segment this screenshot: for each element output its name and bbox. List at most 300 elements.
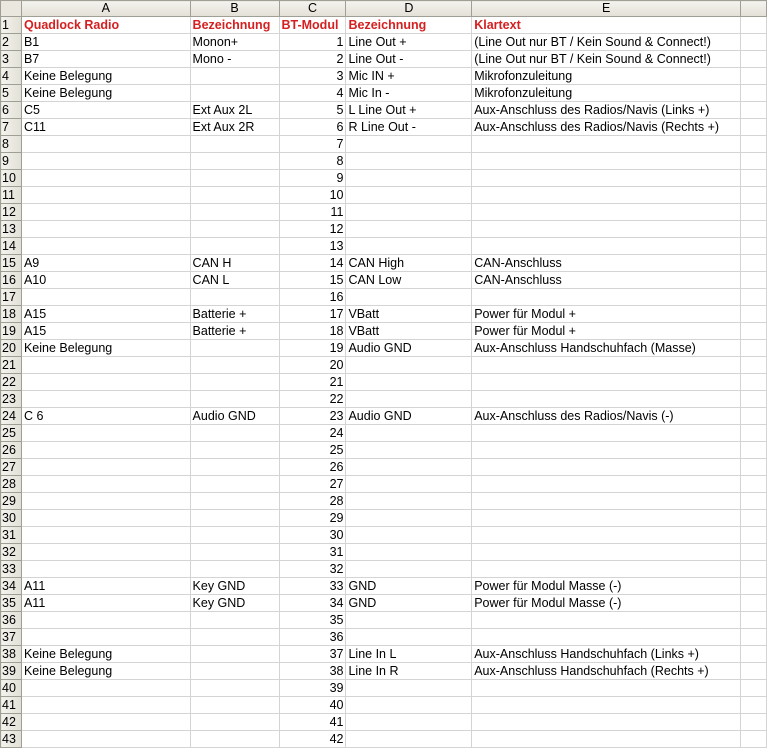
- column-header-d[interactable]: D: [346, 1, 472, 17]
- column-header-c[interactable]: C: [279, 1, 346, 17]
- cell-c25[interactable]: 24: [279, 425, 346, 442]
- select-all-corner[interactable]: [1, 1, 22, 17]
- cell-d40[interactable]: [346, 680, 472, 697]
- cell-e1[interactable]: Klartext: [472, 17, 741, 34]
- row-header-22[interactable]: 22: [1, 374, 22, 391]
- cell-a32[interactable]: [21, 544, 190, 561]
- row-header-10[interactable]: 10: [1, 170, 22, 187]
- cell-e24[interactable]: Aux-Anschluss des Radios/Navis (-): [472, 408, 741, 425]
- cell-e21[interactable]: [472, 357, 741, 374]
- cell-b33[interactable]: [190, 561, 279, 578]
- cell-c13[interactable]: 12: [279, 221, 346, 238]
- cell-c8[interactable]: 7: [279, 136, 346, 153]
- cell-d36[interactable]: [346, 612, 472, 629]
- cell-c33[interactable]: 32: [279, 561, 346, 578]
- cell-e36[interactable]: [472, 612, 741, 629]
- cell-c38[interactable]: 37: [279, 646, 346, 663]
- cell-a35[interactable]: A11: [21, 595, 190, 612]
- cell-c3[interactable]: 2: [279, 51, 346, 68]
- cell-d32[interactable]: [346, 544, 472, 561]
- row-header-3[interactable]: 3: [1, 51, 22, 68]
- cell-f36[interactable]: [741, 612, 767, 629]
- cell-a6[interactable]: C5: [21, 102, 190, 119]
- cell-c18[interactable]: 17: [279, 306, 346, 323]
- cell-e26[interactable]: [472, 442, 741, 459]
- row-header-21[interactable]: 21: [1, 357, 22, 374]
- cell-a23[interactable]: [21, 391, 190, 408]
- cell-c24[interactable]: 23: [279, 408, 346, 425]
- cell-f5[interactable]: [741, 85, 767, 102]
- cell-f2[interactable]: [741, 34, 767, 51]
- cell-c23[interactable]: 22: [279, 391, 346, 408]
- cell-d28[interactable]: [346, 476, 472, 493]
- row-header-29[interactable]: 29: [1, 493, 22, 510]
- cell-a28[interactable]: [21, 476, 190, 493]
- cell-f13[interactable]: [741, 221, 767, 238]
- cell-d35[interactable]: GND: [346, 595, 472, 612]
- cell-f23[interactable]: [741, 391, 767, 408]
- cell-b31[interactable]: [190, 527, 279, 544]
- cell-d33[interactable]: [346, 561, 472, 578]
- cell-e9[interactable]: [472, 153, 741, 170]
- row-header-39[interactable]: 39: [1, 663, 22, 680]
- cell-a39[interactable]: Keine Belegung: [21, 663, 190, 680]
- cell-b7[interactable]: Ext Aux 2R: [190, 119, 279, 136]
- cell-f41[interactable]: [741, 697, 767, 714]
- cell-d6[interactable]: L Line Out +: [346, 102, 472, 119]
- cell-b28[interactable]: [190, 476, 279, 493]
- row-header-28[interactable]: 28: [1, 476, 22, 493]
- cell-d41[interactable]: [346, 697, 472, 714]
- cell-c27[interactable]: 26: [279, 459, 346, 476]
- cell-c39[interactable]: 38: [279, 663, 346, 680]
- cell-b32[interactable]: [190, 544, 279, 561]
- cell-a2[interactable]: B1: [21, 34, 190, 51]
- row-header-16[interactable]: 16: [1, 272, 22, 289]
- cell-d13[interactable]: [346, 221, 472, 238]
- cell-c10[interactable]: 9: [279, 170, 346, 187]
- cell-b15[interactable]: CAN H: [190, 255, 279, 272]
- cell-b19[interactable]: Batterie +: [190, 323, 279, 340]
- cell-c2[interactable]: 1: [279, 34, 346, 51]
- cell-e29[interactable]: [472, 493, 741, 510]
- cell-a21[interactable]: [21, 357, 190, 374]
- cell-f39[interactable]: [741, 663, 767, 680]
- row-header-42[interactable]: 42: [1, 714, 22, 731]
- cell-e19[interactable]: Power für Modul +: [472, 323, 741, 340]
- cell-a22[interactable]: [21, 374, 190, 391]
- cell-a15[interactable]: A9: [21, 255, 190, 272]
- cell-c32[interactable]: 31: [279, 544, 346, 561]
- cell-a12[interactable]: [21, 204, 190, 221]
- cell-b39[interactable]: [190, 663, 279, 680]
- cell-f30[interactable]: [741, 510, 767, 527]
- cell-e40[interactable]: [472, 680, 741, 697]
- cell-f7[interactable]: [741, 119, 767, 136]
- cell-a9[interactable]: [21, 153, 190, 170]
- cell-f37[interactable]: [741, 629, 767, 646]
- cell-c1[interactable]: BT-Modul: [279, 17, 346, 34]
- cell-b2[interactable]: Monon+: [190, 34, 279, 51]
- cell-b14[interactable]: [190, 238, 279, 255]
- cell-a1[interactable]: Quadlock Radio: [21, 17, 190, 34]
- cell-c12[interactable]: 11: [279, 204, 346, 221]
- row-header-20[interactable]: 20: [1, 340, 22, 357]
- cell-b1[interactable]: Bezeichnung: [190, 17, 279, 34]
- cell-a8[interactable]: [21, 136, 190, 153]
- cell-e3[interactable]: (Line Out nur BT / Kein Sound & Connect!): [472, 51, 741, 68]
- cell-c16[interactable]: 15: [279, 272, 346, 289]
- cell-a17[interactable]: [21, 289, 190, 306]
- cell-e33[interactable]: [472, 561, 741, 578]
- cell-f20[interactable]: [741, 340, 767, 357]
- cell-c28[interactable]: 27: [279, 476, 346, 493]
- cell-f12[interactable]: [741, 204, 767, 221]
- cell-d12[interactable]: [346, 204, 472, 221]
- row-header-7[interactable]: 7: [1, 119, 22, 136]
- row-header-30[interactable]: 30: [1, 510, 22, 527]
- row-header-9[interactable]: 9: [1, 153, 22, 170]
- row-header-15[interactable]: 15: [1, 255, 22, 272]
- cell-f10[interactable]: [741, 170, 767, 187]
- cell-e20[interactable]: Aux-Anschluss Handschuhfach (Masse): [472, 340, 741, 357]
- row-header-37[interactable]: 37: [1, 629, 22, 646]
- cell-b23[interactable]: [190, 391, 279, 408]
- cell-d27[interactable]: [346, 459, 472, 476]
- cell-b42[interactable]: [190, 714, 279, 731]
- column-header-f[interactable]: [741, 1, 767, 17]
- cell-c42[interactable]: 41: [279, 714, 346, 731]
- cell-b21[interactable]: [190, 357, 279, 374]
- row-header-41[interactable]: 41: [1, 697, 22, 714]
- cell-b37[interactable]: [190, 629, 279, 646]
- cell-e41[interactable]: [472, 697, 741, 714]
- cell-c21[interactable]: 20: [279, 357, 346, 374]
- cell-b20[interactable]: [190, 340, 279, 357]
- row-header-38[interactable]: 38: [1, 646, 22, 663]
- row-header-8[interactable]: 8: [1, 136, 22, 153]
- cell-d30[interactable]: [346, 510, 472, 527]
- cell-a27[interactable]: [21, 459, 190, 476]
- cell-a30[interactable]: [21, 510, 190, 527]
- cell-e22[interactable]: [472, 374, 741, 391]
- cell-d25[interactable]: [346, 425, 472, 442]
- cell-e8[interactable]: [472, 136, 741, 153]
- cell-e34[interactable]: Power für Modul Masse (-): [472, 578, 741, 595]
- cell-e6[interactable]: Aux-Anschluss des Radios/Navis (Links +): [472, 102, 741, 119]
- row-header-33[interactable]: 33: [1, 561, 22, 578]
- column-header-b[interactable]: B: [190, 1, 279, 17]
- cell-e13[interactable]: [472, 221, 741, 238]
- cell-a36[interactable]: [21, 612, 190, 629]
- cell-c41[interactable]: 40: [279, 697, 346, 714]
- cell-d26[interactable]: [346, 442, 472, 459]
- cell-a31[interactable]: [21, 527, 190, 544]
- cell-e35[interactable]: Power für Modul Masse (-): [472, 595, 741, 612]
- cell-b38[interactable]: [190, 646, 279, 663]
- cell-c5[interactable]: 4: [279, 85, 346, 102]
- row-header-23[interactable]: 23: [1, 391, 22, 408]
- cell-d15[interactable]: CAN High: [346, 255, 472, 272]
- cell-d3[interactable]: Line Out -: [346, 51, 472, 68]
- cell-b43[interactable]: [190, 731, 279, 748]
- cell-c37[interactable]: 36: [279, 629, 346, 646]
- cell-b3[interactable]: Mono -: [190, 51, 279, 68]
- cell-e11[interactable]: [472, 187, 741, 204]
- cell-a5[interactable]: Keine Belegung: [21, 85, 190, 102]
- cell-e10[interactable]: [472, 170, 741, 187]
- cell-d37[interactable]: [346, 629, 472, 646]
- cell-c26[interactable]: 25: [279, 442, 346, 459]
- cell-d39[interactable]: Line In R: [346, 663, 472, 680]
- cell-b22[interactable]: [190, 374, 279, 391]
- cell-d10[interactable]: [346, 170, 472, 187]
- row-header-34[interactable]: 34: [1, 578, 22, 595]
- cell-b8[interactable]: [190, 136, 279, 153]
- cell-d22[interactable]: [346, 374, 472, 391]
- cell-f16[interactable]: [741, 272, 767, 289]
- cell-b12[interactable]: [190, 204, 279, 221]
- cell-f15[interactable]: [741, 255, 767, 272]
- cell-a33[interactable]: [21, 561, 190, 578]
- cell-a14[interactable]: [21, 238, 190, 255]
- cell-c7[interactable]: 6: [279, 119, 346, 136]
- cell-d20[interactable]: Audio GND: [346, 340, 472, 357]
- cell-f43[interactable]: [741, 731, 767, 748]
- cell-a13[interactable]: [21, 221, 190, 238]
- cell-d19[interactable]: VBatt: [346, 323, 472, 340]
- cell-d14[interactable]: [346, 238, 472, 255]
- cell-d9[interactable]: [346, 153, 472, 170]
- cell-d38[interactable]: Line In L: [346, 646, 472, 663]
- cell-e16[interactable]: CAN-Anschluss: [472, 272, 741, 289]
- cell-e14[interactable]: [472, 238, 741, 255]
- cell-f11[interactable]: [741, 187, 767, 204]
- cell-a26[interactable]: [21, 442, 190, 459]
- cell-f42[interactable]: [741, 714, 767, 731]
- cell-e38[interactable]: Aux-Anschluss Handschuhfach (Links +): [472, 646, 741, 663]
- row-header-12[interactable]: 12: [1, 204, 22, 221]
- cell-c36[interactable]: 35: [279, 612, 346, 629]
- row-header-4[interactable]: 4: [1, 68, 22, 85]
- cell-a41[interactable]: [21, 697, 190, 714]
- cell-e37[interactable]: [472, 629, 741, 646]
- cell-a20[interactable]: Keine Belegung: [21, 340, 190, 357]
- cell-b41[interactable]: [190, 697, 279, 714]
- cell-d21[interactable]: [346, 357, 472, 374]
- cell-b30[interactable]: [190, 510, 279, 527]
- cell-b10[interactable]: [190, 170, 279, 187]
- cell-e28[interactable]: [472, 476, 741, 493]
- cell-c15[interactable]: 14: [279, 255, 346, 272]
- cell-f33[interactable]: [741, 561, 767, 578]
- cell-f34[interactable]: [741, 578, 767, 595]
- cell-f3[interactable]: [741, 51, 767, 68]
- cell-b24[interactable]: Audio GND: [190, 408, 279, 425]
- cell-d2[interactable]: Line Out +: [346, 34, 472, 51]
- cell-a19[interactable]: A15: [21, 323, 190, 340]
- cell-c43[interactable]: 42: [279, 731, 346, 748]
- row-header-13[interactable]: 13: [1, 221, 22, 238]
- cell-d16[interactable]: CAN Low: [346, 272, 472, 289]
- cell-a29[interactable]: [21, 493, 190, 510]
- cell-c22[interactable]: 21: [279, 374, 346, 391]
- cell-e31[interactable]: [472, 527, 741, 544]
- cell-b26[interactable]: [190, 442, 279, 459]
- cell-c6[interactable]: 5: [279, 102, 346, 119]
- cell-f29[interactable]: [741, 493, 767, 510]
- cell-e43[interactable]: [472, 731, 741, 748]
- cell-b13[interactable]: [190, 221, 279, 238]
- column-header-e[interactable]: E: [472, 1, 741, 17]
- row-header-24[interactable]: 24: [1, 408, 22, 425]
- cell-e23[interactable]: [472, 391, 741, 408]
- row-header-14[interactable]: 14: [1, 238, 22, 255]
- cell-a24[interactable]: C 6: [21, 408, 190, 425]
- cell-f27[interactable]: [741, 459, 767, 476]
- row-header-40[interactable]: 40: [1, 680, 22, 697]
- cell-c17[interactable]: 16: [279, 289, 346, 306]
- cell-a25[interactable]: [21, 425, 190, 442]
- cell-d11[interactable]: [346, 187, 472, 204]
- row-header-17[interactable]: 17: [1, 289, 22, 306]
- cell-b17[interactable]: [190, 289, 279, 306]
- cell-b5[interactable]: [190, 85, 279, 102]
- cell-d5[interactable]: Mic In -: [346, 85, 472, 102]
- cell-f8[interactable]: [741, 136, 767, 153]
- cell-c34[interactable]: 33: [279, 578, 346, 595]
- row-header-35[interactable]: 35: [1, 595, 22, 612]
- cell-f6[interactable]: [741, 102, 767, 119]
- row-header-11[interactable]: 11: [1, 187, 22, 204]
- cell-f9[interactable]: [741, 153, 767, 170]
- cell-e5[interactable]: Mikrofonzuleitung: [472, 85, 741, 102]
- cell-f22[interactable]: [741, 374, 767, 391]
- cell-d18[interactable]: VBatt: [346, 306, 472, 323]
- cell-c35[interactable]: 34: [279, 595, 346, 612]
- cell-f31[interactable]: [741, 527, 767, 544]
- row-header-1[interactable]: 1: [1, 17, 22, 34]
- cell-a16[interactable]: A10: [21, 272, 190, 289]
- cell-e25[interactable]: [472, 425, 741, 442]
- cell-c19[interactable]: 18: [279, 323, 346, 340]
- cell-a40[interactable]: [21, 680, 190, 697]
- cell-f18[interactable]: [741, 306, 767, 323]
- cell-a10[interactable]: [21, 170, 190, 187]
- cell-a34[interactable]: A11: [21, 578, 190, 595]
- cell-a7[interactable]: C11: [21, 119, 190, 136]
- column-header-a[interactable]: A: [21, 1, 190, 17]
- cell-c9[interactable]: 8: [279, 153, 346, 170]
- row-header-18[interactable]: 18: [1, 306, 22, 323]
- cell-c31[interactable]: 30: [279, 527, 346, 544]
- row-header-31[interactable]: 31: [1, 527, 22, 544]
- cell-e2[interactable]: (Line Out nur BT / Kein Sound & Connect!): [472, 34, 741, 51]
- cell-f35[interactable]: [741, 595, 767, 612]
- cell-f38[interactable]: [741, 646, 767, 663]
- cell-e39[interactable]: Aux-Anschluss Handschuhfach (Rechts +): [472, 663, 741, 680]
- cell-a11[interactable]: [21, 187, 190, 204]
- cell-e12[interactable]: [472, 204, 741, 221]
- row-header-19[interactable]: 19: [1, 323, 22, 340]
- cell-e42[interactable]: [472, 714, 741, 731]
- cell-d8[interactable]: [346, 136, 472, 153]
- cell-f28[interactable]: [741, 476, 767, 493]
- cell-f24[interactable]: [741, 408, 767, 425]
- cell-d17[interactable]: [346, 289, 472, 306]
- cell-c20[interactable]: 19: [279, 340, 346, 357]
- cell-b6[interactable]: Ext Aux 2L: [190, 102, 279, 119]
- cell-f21[interactable]: [741, 357, 767, 374]
- cell-b34[interactable]: Key GND: [190, 578, 279, 595]
- cell-b16[interactable]: CAN L: [190, 272, 279, 289]
- cell-d1[interactable]: Bezeichnung: [346, 17, 472, 34]
- cell-c4[interactable]: 3: [279, 68, 346, 85]
- cell-d29[interactable]: [346, 493, 472, 510]
- cell-a42[interactable]: [21, 714, 190, 731]
- cell-b25[interactable]: [190, 425, 279, 442]
- cell-f32[interactable]: [741, 544, 767, 561]
- cell-f40[interactable]: [741, 680, 767, 697]
- row-header-5[interactable]: 5: [1, 85, 22, 102]
- row-header-6[interactable]: 6: [1, 102, 22, 119]
- row-header-32[interactable]: 32: [1, 544, 22, 561]
- cell-f19[interactable]: [741, 323, 767, 340]
- cell-c14[interactable]: 13: [279, 238, 346, 255]
- cell-c29[interactable]: 28: [279, 493, 346, 510]
- cell-f14[interactable]: [741, 238, 767, 255]
- row-header-27[interactable]: 27: [1, 459, 22, 476]
- cell-a37[interactable]: [21, 629, 190, 646]
- cell-e15[interactable]: CAN-Anschluss: [472, 255, 741, 272]
- row-header-26[interactable]: 26: [1, 442, 22, 459]
- cell-a3[interactable]: B7: [21, 51, 190, 68]
- cell-d23[interactable]: [346, 391, 472, 408]
- cell-f1[interactable]: [741, 17, 767, 34]
- cell-b29[interactable]: [190, 493, 279, 510]
- cell-d7[interactable]: R Line Out -: [346, 119, 472, 136]
- cell-f25[interactable]: [741, 425, 767, 442]
- cell-f4[interactable]: [741, 68, 767, 85]
- cell-d31[interactable]: [346, 527, 472, 544]
- cell-b40[interactable]: [190, 680, 279, 697]
- cell-b36[interactable]: [190, 612, 279, 629]
- cell-b18[interactable]: Batterie +: [190, 306, 279, 323]
- cell-c40[interactable]: 39: [279, 680, 346, 697]
- cell-e4[interactable]: Mikrofonzuleitung: [472, 68, 741, 85]
- cell-c30[interactable]: 29: [279, 510, 346, 527]
- cell-b4[interactable]: [190, 68, 279, 85]
- cell-e30[interactable]: [472, 510, 741, 527]
- cell-e17[interactable]: [472, 289, 741, 306]
- cell-e7[interactable]: Aux-Anschluss des Radios/Navis (Rechts +): [472, 119, 741, 136]
- row-header-2[interactable]: 2: [1, 34, 22, 51]
- cell-b35[interactable]: Key GND: [190, 595, 279, 612]
- cell-d24[interactable]: Audio GND: [346, 408, 472, 425]
- cell-c11[interactable]: 10: [279, 187, 346, 204]
- cell-d34[interactable]: GND: [346, 578, 472, 595]
- cell-e27[interactable]: [472, 459, 741, 476]
- cell-a43[interactable]: [21, 731, 190, 748]
- row-header-43[interactable]: 43: [1, 731, 22, 748]
- cell-d43[interactable]: [346, 731, 472, 748]
- cell-b9[interactable]: [190, 153, 279, 170]
- row-header-25[interactable]: 25: [1, 425, 22, 442]
- cell-a4[interactable]: Keine Belegung: [21, 68, 190, 85]
- cell-d4[interactable]: Mic IN +: [346, 68, 472, 85]
- cell-f17[interactable]: [741, 289, 767, 306]
- cell-e18[interactable]: Power für Modul +: [472, 306, 741, 323]
